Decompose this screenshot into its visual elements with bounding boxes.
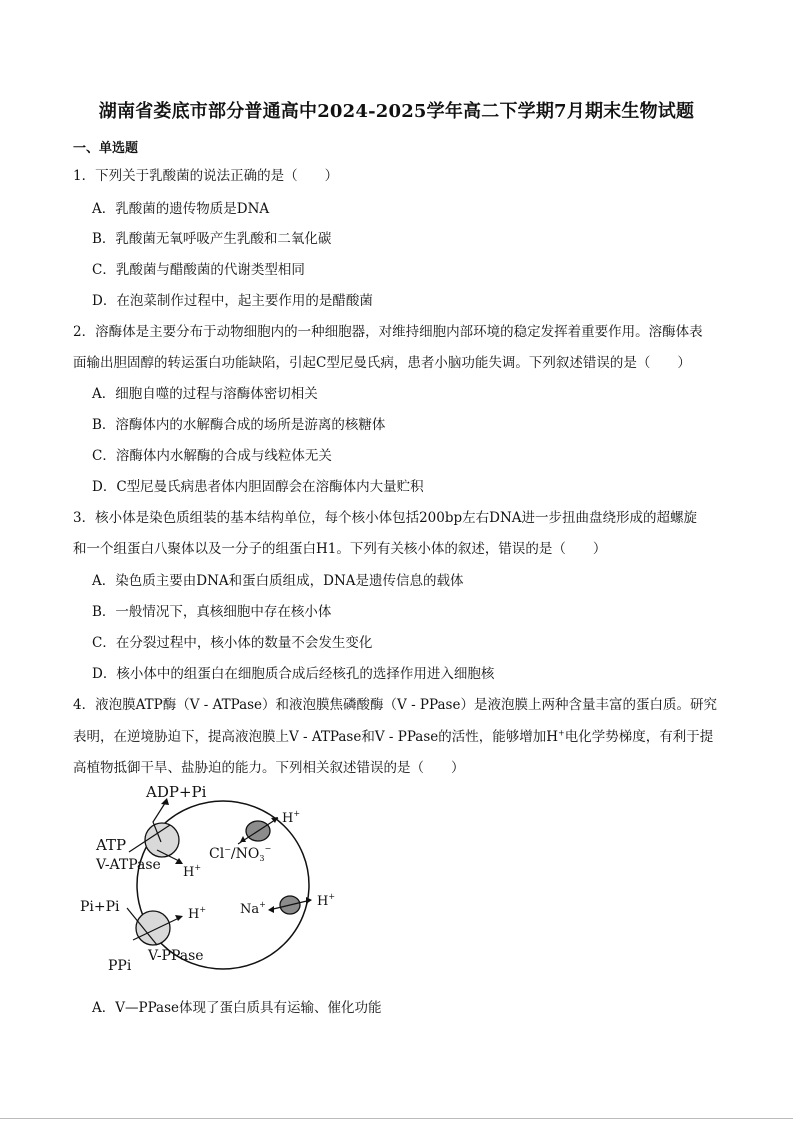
question-4-stem-line-2-part-2: 电化学势梯度，有利于提 <box>564 729 714 745</box>
page-title: 湖南省娄底市部分普通高中2024-2025学年高二下学期7月期末生物试题 <box>98 101 695 122</box>
question-3-stem-line-1: 3．核小体是染色质组装的基本结构单位，每个核小体包括200bp左右DNA进一步扭曲盘绕形成的超螺旋 <box>73 510 698 526</box>
v-ppase-h-arrowhead <box>175 915 183 921</box>
question-3-option-b: B．一般情况下，真核细胞中存在核小体 <box>92 604 332 620</box>
na-arrowhead-right <box>306 897 312 904</box>
question-4-stem-line-1: 4．液泡膜ATP酶（V - ATPase）和液泡膜焦磷酸酶（V - PPase）是液泡膜上两种含量丰富的蛋白质。研究 <box>73 697 717 713</box>
h-label-3 <box>317 892 335 909</box>
h-label-1 <box>183 863 201 880</box>
question-3-stem-line-2: 和一个组蛋白八聚体以及一分子的组蛋白H1。下列有关核小体的叙述，错误的是（ ） <box>73 541 607 557</box>
question-1-option-a: A．乳酸菌的遗传物质是DNA <box>92 201 270 217</box>
section-heading: 一、单选题 <box>73 141 139 156</box>
atp-label: ATP <box>96 836 127 854</box>
h-label-4-text: H <box>188 907 200 922</box>
question-2-option-b: B．溶酶体内的水解酶合成的场所是游离的核糖体 <box>92 417 386 433</box>
h-label-4-sup: + <box>199 905 207 914</box>
na-label-sup: + <box>259 900 266 909</box>
v-ppase-label: V-PPase <box>148 948 204 964</box>
adp-pi-label: ADP+Pi <box>146 783 207 801</box>
ppi-label: PPi <box>108 958 132 974</box>
cl-label: Cl <box>209 846 225 862</box>
v-atpase-label: V-ATPase <box>96 857 161 873</box>
na-label <box>240 900 266 917</box>
vacuole-membrane-diagram <box>75 780 365 980</box>
page-bottom-divider <box>0 1118 793 1119</box>
h-label-2 <box>282 809 300 826</box>
no3-sub: 3 <box>259 854 265 863</box>
cl-no3-label <box>209 844 271 863</box>
question-4-option-a: A．V—PPase体现了蛋白质具有运输、催化功能 <box>92 1000 382 1016</box>
pi-pi-label: Pi+Pi <box>80 899 120 915</box>
cl-sup: − <box>224 845 231 854</box>
question-1-option-c: C．乳酸菌与醋酸菌的代谢类型相同 <box>92 262 305 278</box>
h-label-3-sup: + <box>328 892 336 901</box>
question-3-option-a: A．染色质主要由DNA和蛋白质组成，DNA是遗传信息的载体 <box>92 573 464 589</box>
question-2-option-a: A．细胞自噬的过程与溶酶体密切相关 <box>92 386 318 402</box>
h-label-3-text: H <box>317 894 329 909</box>
question-2-stem-line-2: 面输出胆固醇的转运蛋白功能缺陷，引起C型尼曼氏病，患者小脑功能失调。下列叙述错误的是（ ） <box>73 355 691 371</box>
question-1-option-d: D．在泡菜制作过程中，起主要作用的是醋酸菌 <box>92 293 373 309</box>
no3-sup: − <box>264 844 272 853</box>
question-2-option-d: D．C型尼曼氏病患者体内胆固醇会在溶酶体内大量贮积 <box>92 479 424 495</box>
question-1-option-b: B．乳酸菌无氧呼吸产生乳酸和二氧化碳 <box>92 231 332 247</box>
question-4-stem-line-2-part-1: 表明，在逆境胁迫下，提高液泡膜上V - ATPase和V - PPase的活性，能够增加H <box>73 729 559 745</box>
question-1-stem: 1．下列关于乳酸菌的说法正确的是（ ） <box>73 168 339 184</box>
question-4-stem-line-3: 高植物抵御干旱、盐胁迫的能力。下列相关叙述错误的是（ ） <box>73 760 465 776</box>
h-label-2-text: H <box>282 811 294 826</box>
h-label-1-sup: + <box>194 863 202 872</box>
h-label-4 <box>188 905 206 922</box>
no3-label: NO <box>235 846 260 862</box>
slash-label: / <box>230 846 236 862</box>
question-2-option-c: C．溶酶体内水解酶的合成与线粒体无关 <box>92 448 332 464</box>
v-atpase-h-arrowhead <box>175 858 183 864</box>
h-label-2-sup: + <box>293 809 301 818</box>
h-label-1-text: H <box>183 865 195 880</box>
question-3-option-c: C．在分裂过程中，核小体的数量不会发生变化 <box>92 635 373 651</box>
na-arrowhead-left <box>268 906 274 913</box>
question-2-stem-line-1: 2．溶酶体是主要分布于动物细胞内的一种细胞器，对维持细胞内部环境的稳定发挥着重要作用。溶酶体表 <box>73 324 703 340</box>
question-3-option-d: D．核小体中的组蛋白在细胞质合成后经核孔的选择作用进入细胞核 <box>92 666 495 682</box>
na-label-text: Na <box>240 902 260 917</box>
h-plus-superscript: + <box>558 728 565 738</box>
question-4-stem-line-2 <box>73 725 713 745</box>
